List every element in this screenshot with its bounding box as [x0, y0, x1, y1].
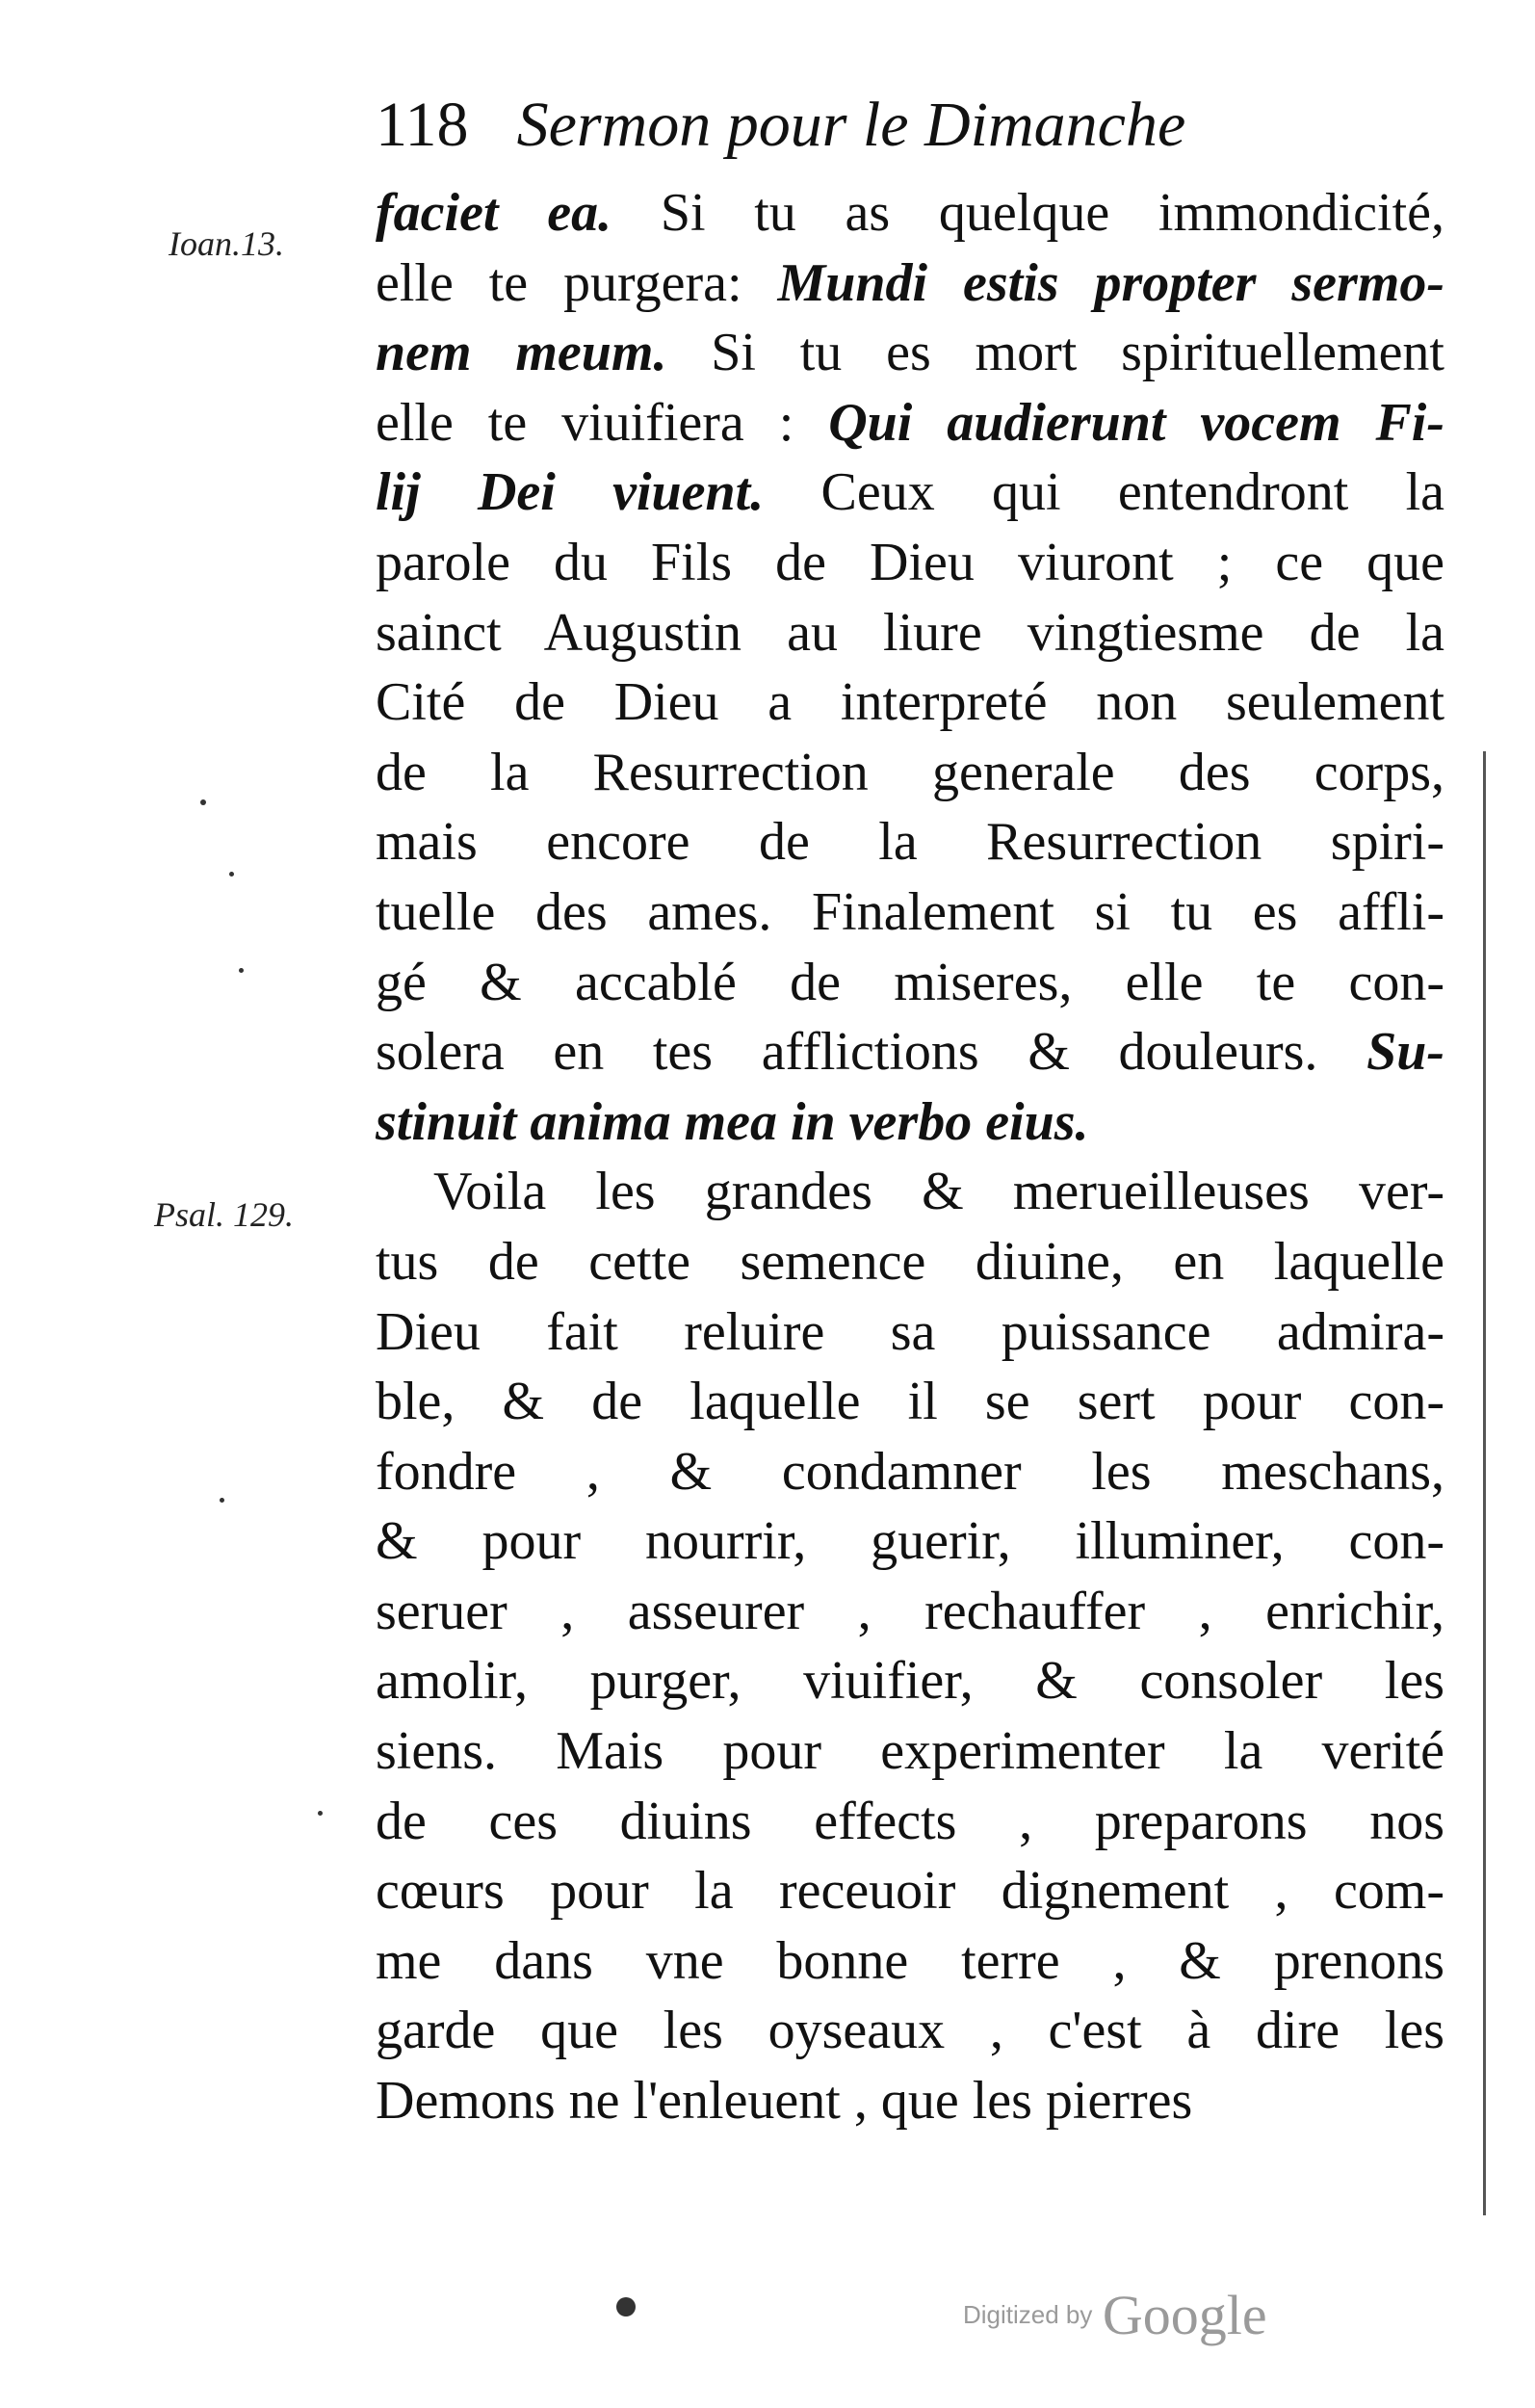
watermark-prefix: Digitized by — [963, 2300, 1093, 2329]
latin-quotation: Mundi estis propter sermo- — [777, 252, 1444, 313]
text-line — [376, 178, 1444, 249]
text-line: Voila les grandes & merueilleuses ver- — [433, 1162, 1444, 1222]
page-number: 118 — [376, 90, 469, 160]
paragraph-1 — [376, 178, 1444, 1157]
text-line: Demons ne l'enleuent , que les pierres — [376, 2071, 1193, 2132]
text-segment: parole du Fils de Dieu viuront ; ce que — [376, 532, 1444, 592]
text-line — [376, 528, 1444, 598]
text-segment: Ceux qui entendront la — [764, 462, 1444, 523]
latin-quotation: lij Dei viuent. — [376, 462, 765, 523]
text-line — [376, 667, 1444, 738]
text-segment: solera en tes afflictions & douleurs. — [376, 1022, 1367, 1083]
text-line: fondre , & condamner les meschans, — [376, 1441, 1444, 1502]
text-line — [376, 877, 1444, 948]
google-watermark — [963, 2283, 1267, 2350]
text-segment: elle te viuifiera : — [376, 392, 829, 453]
text-segment: mais encore de la Resurrection spiri- — [376, 812, 1444, 873]
text-segment: gé & accablé de miseres, elle te con- — [376, 952, 1444, 1012]
text-line: & pour nourrir, guerir, illuminer, con- — [376, 1511, 1444, 1572]
text-line: seruer , asseurer , rechauffer , enrichir, — [376, 1581, 1444, 1641]
text-line — [376, 807, 1444, 877]
text-segment: sainct Augustin au liure vingtiesme de la — [376, 602, 1444, 663]
text-segment: tuelle des ames. Finalement si tu es affli- — [376, 881, 1444, 942]
text-segment: de la Resurrection generale des corps, — [376, 742, 1444, 802]
text-line — [376, 249, 1444, 319]
text-line: me dans vne bonne terre , & prenons — [376, 1930, 1444, 1991]
latin-quotation: faciet ea. — [376, 183, 612, 243]
text-line: amolir, purger, viuifier, & consoler les — [376, 1651, 1444, 1712]
paragraph-2 — [376, 1157, 1444, 2135]
text-line — [376, 598, 1444, 668]
latin-quotation: stinuit anima mea in verbo eius. — [376, 1091, 1089, 1152]
latin-quotation: Qui audierunt vocem Fi- — [828, 392, 1444, 453]
text-line: de ces diuins effects , preparons nos — [376, 1791, 1444, 1851]
latin-quotation: Su- — [1366, 1022, 1444, 1083]
text-line: tus de cette semence diuine, en laquelle — [376, 1231, 1444, 1292]
text-line — [376, 388, 1444, 458]
text-line: Dieu fait reluire sa puissance admira- — [376, 1301, 1444, 1362]
body-text — [376, 178, 1444, 2136]
margin-note-psalm: Psal. 129. — [154, 1195, 295, 1234]
text-segment: Cité de Dieu a interpreté non seulement — [376, 672, 1444, 733]
text-line — [376, 318, 1444, 388]
latin-quotation: nem meum. — [376, 323, 667, 383]
text-line — [376, 1087, 1444, 1158]
text-line — [376, 458, 1444, 528]
text-line — [376, 738, 1444, 808]
google-logo: Google — [1102, 2284, 1267, 2346]
binding-edge-rule — [1483, 751, 1486, 2215]
text-line: cœurs pour la receuoir dignement , com- — [376, 1861, 1444, 1922]
text-segment: Si tu as quelque immondicité, — [611, 183, 1444, 243]
text-line: siens. Mais pour experimenter la verité — [376, 1721, 1444, 1782]
text-line: garde que les oyseaux , c'est à dire les — [376, 2001, 1444, 2061]
running-title: Sermon pour le Dimanche — [516, 90, 1186, 160]
margin-note-john: Ioan.13. — [169, 224, 284, 263]
text-line — [376, 948, 1444, 1018]
text-segment: Si tu es mort spirituellement — [666, 323, 1444, 383]
text-line — [376, 1017, 1444, 1087]
text-segment: elle te purgera: — [376, 252, 778, 313]
running-header — [376, 77, 1454, 173]
text-line: ble, & de laquelle il se sert pour con- — [376, 1372, 1444, 1432]
